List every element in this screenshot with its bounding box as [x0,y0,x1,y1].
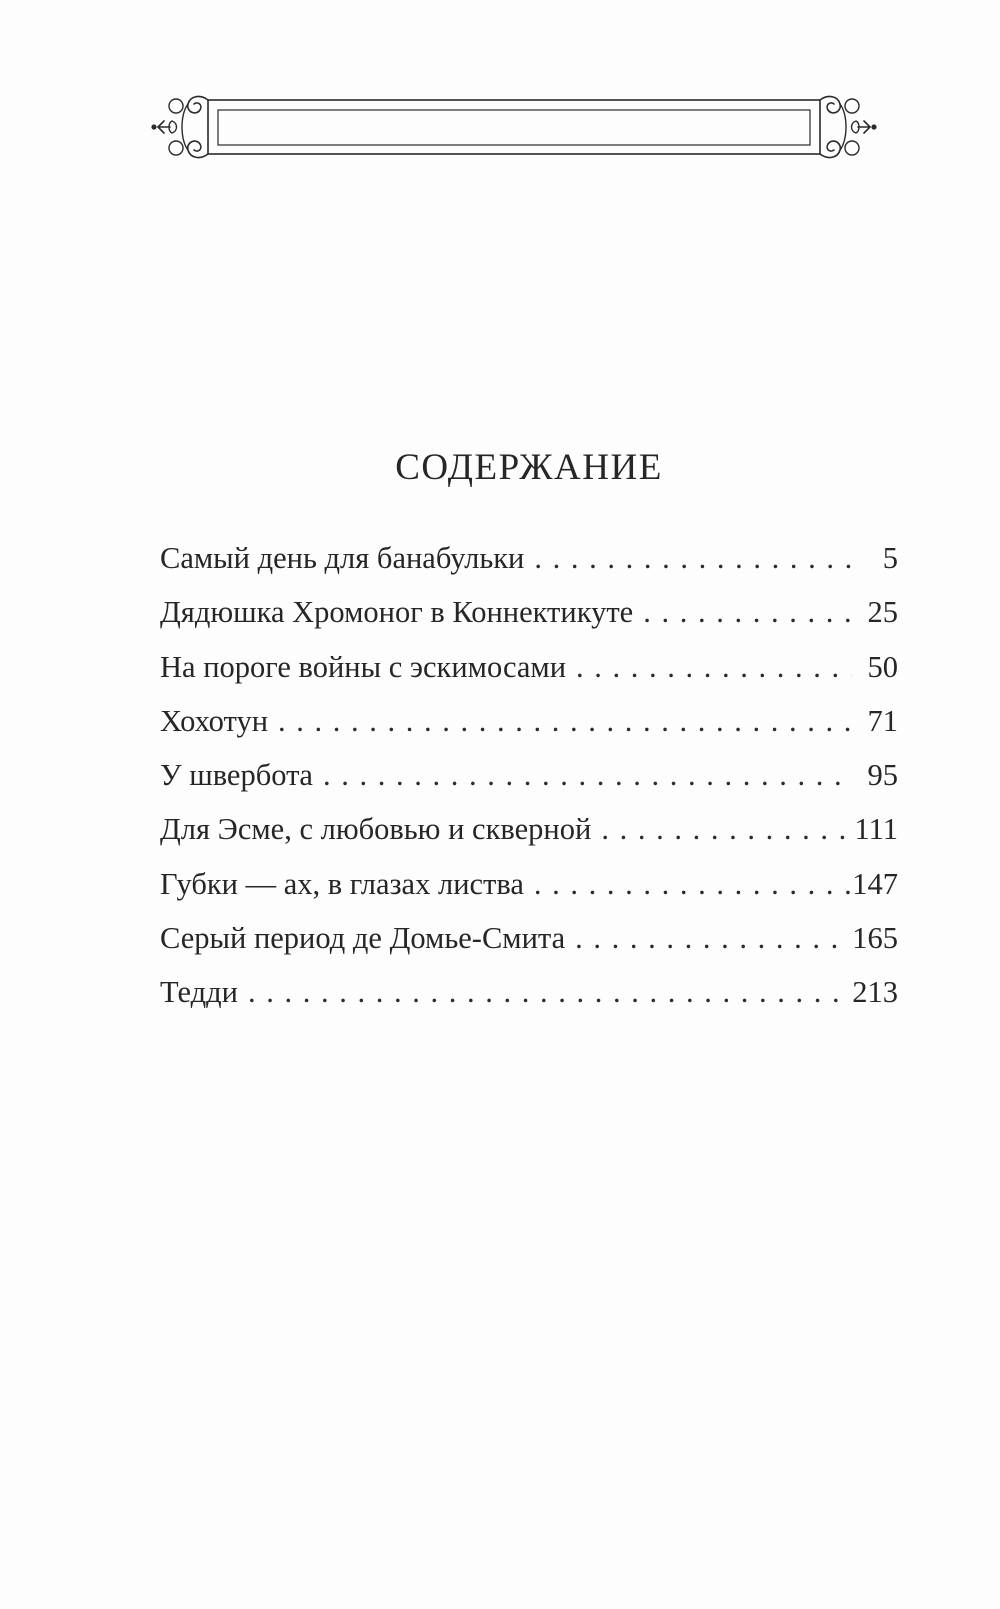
toc-entry-title: Самый день для банабульки [160,541,525,575]
toc-entry[interactable] [160,809,898,863]
toc-entry-page: 213 [852,975,898,1010]
toc-entry-title: Дядюшка Хромоног в Коннектикуте [160,595,634,630]
toc-entry-page: 95 [867,758,898,793]
toc-entry-title: Тедди [160,975,238,1010]
toc-entry-title: На пороге войны с эскимосами [160,649,567,684]
toc-entry-page: 5 [882,541,898,575]
toc-dot-leader [601,809,852,849]
toc-entry[interactable] [160,918,898,972]
toc-entry-page: 147 [852,866,898,901]
toc-entry[interactable] [160,864,898,918]
toc-entry-title: Хохотун [160,703,269,738]
page-title: СОДЕРЖАНИЕ [395,447,663,488]
toc-entry[interactable] [160,538,898,592]
table-of-contents [160,538,898,1027]
toc-dot-leader [576,647,852,687]
toc-entry[interactable] [160,755,898,809]
toc-entry-page: 25 [867,595,898,630]
toc-entry-title: Серый период де Домье-Смита [160,921,566,956]
toc-dot-leader [323,755,852,795]
toc-entry-page: 50 [867,649,898,684]
toc-dot-leader [248,972,850,1012]
toc-entry-page: 165 [852,921,898,956]
toc-entry-title: Губки — ах, в глазах листва [160,866,524,901]
toc-entry[interactable] [160,972,898,1026]
toc-dot-leader [534,538,852,578]
toc-entry-page: 111 [854,812,898,847]
toc-dot-leader [534,864,850,904]
toc-entry-title: Для Эсме, с любовью и скверной [160,812,592,847]
toc-entry[interactable] [160,592,898,646]
header-ornament-frame [150,90,880,165]
toc-dot-leader [278,701,852,741]
toc-entry[interactable] [160,647,898,701]
toc-dot-leader [575,918,850,958]
toc-dot-leader [643,592,852,632]
toc-entry-page: 71 [867,703,898,738]
toc-entry-title: У шверботa [160,758,313,793]
toc-entry[interactable] [160,701,898,755]
